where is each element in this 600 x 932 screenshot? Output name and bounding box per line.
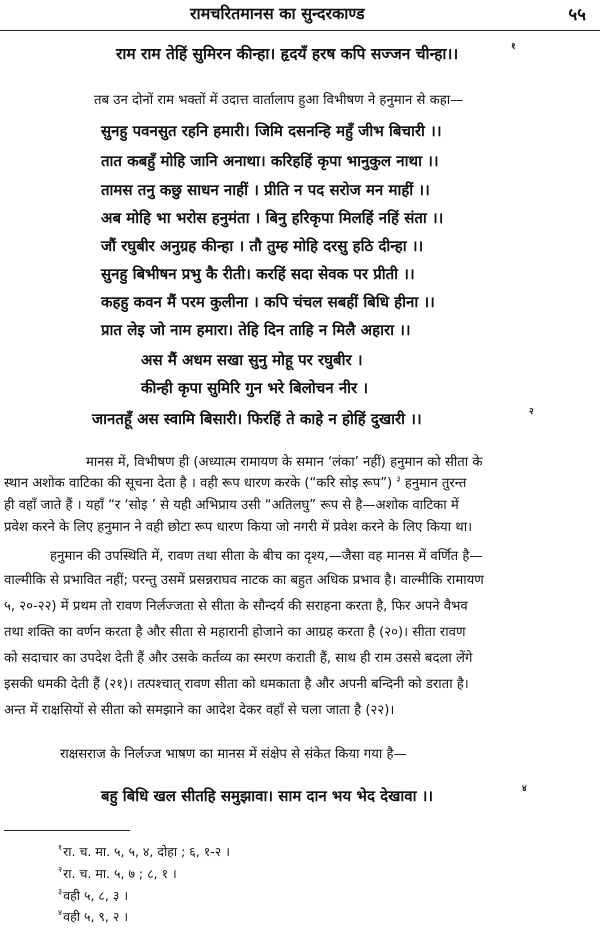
chaupai-line: अब मोहि भा भरोस हनुमंता । बिनु हरिकृपा मिलहिं नहिं संता ।। — [101, 209, 444, 227]
footnote: $^२$रा. च. मा. ५, ७ ; ८, १ । — [58, 865, 177, 881]
paragraph-line: ५, २०-२२) में प्रथम तो रावण निर्लज्जता से सीता के सौन्दर्य की सराहना करता है, फिर अपने वैभव — [4, 599, 468, 614]
paragraph-line: वाल्मीकि से प्रभावित नहीं; परन्तु उसमें प्रसन्नराघव नाटक का बहुत अधिक प्रभाव है। वाल्मीकि रामायण — [4, 573, 484, 588]
verse-line: बहु बिधि खल सीतहि समुझावा। साम दान भय भेद देखावा ।। — [101, 787, 434, 805]
paragraph-line: स्थान अशोक वाटिका की सूचना देता है । वही रूप धारण करके (“करि सोइ रूप”) $^३$ हनुमान तुरन्त — [4, 474, 467, 491]
doha-line: कीन्ही कृपा सुमिरि गुन भरे बिलोचन नीर । — [141, 379, 369, 397]
paragraph-line: अन्त में राक्षसियों से सीता को समझाने का आदेश देकर वहाँ से चला जाता है (२२)। — [4, 703, 395, 718]
chaupai-line: सुनहु पवनसुत रहनि हमारी। जिमि दसनन्हि महुँ जीभ बिचारी ।। — [101, 122, 442, 140]
footnote-marker: ३ — [396, 474, 401, 484]
footnote-marker: १ — [511, 42, 516, 52]
footnote-marker: २ — [529, 407, 534, 417]
header-rule — [0, 30, 600, 31]
running-title: रामचरितमानस का सुन्दरकाण्ड — [190, 4, 365, 23]
paragraph-line: इसकी धमकी देती हैं (२१)। तत्पश्चात् रावण सीता को धमकाता है और अपनी बन्दिनी को डराता है। — [4, 677, 469, 692]
footnote: $^३$वही ५, ८, ३ । — [58, 887, 129, 903]
chaupai-line: तामस तनु कछु साधन नाहीं । प्रीति न पद सरोज मन माहीं ।। — [101, 181, 430, 199]
page-header — [0, 2, 600, 28]
paragraph-line: ही वहाँ जाते हैं । यहाँ “र ‘सोइ ’ से यही अभिप्राय उसी “अतिलघु” रूप से है—अशोक वाटिका में — [4, 498, 459, 513]
chaupai-line: कहहु कवन मैं परम कुलीना । कपि चंचल सबहीं बिधि हीना ।। — [101, 293, 435, 311]
chaupai-line: तात कबहुँ मोहि जानि अनाथा। करिहहिं कृपा भानुकुल नाथा ।। — [101, 152, 439, 170]
chaupai-line: जौं रघुबीर अनुग्रह कीन्हा । तौ तुम्ह मोहि दरसु हठि दीन्हा ।। — [101, 237, 424, 255]
doha-line: अस मैं अधम सखा सुनु मोहू पर रघुबीर । — [141, 351, 363, 369]
footnote-rule — [4, 830, 130, 831]
paragraph-line: राक्षसराज के निर्लज्ज भाषण का मानस में संक्षेप से संकेत किया गया है— — [60, 747, 407, 762]
footnote-marker: ४ — [522, 784, 527, 794]
footnote: $^४$वही ५, ९, २ । — [58, 908, 129, 924]
intro-line: तब उन दोनों राम भक्तों में उदात्त वार्तालाप हुआ विभीषण ने हनुमान से कहा— — [94, 93, 464, 108]
chaupai-line: सुनहु बिभीषन प्रभु कै रीती। करहिं सदा सेवक पर प्रीती ।। — [101, 265, 415, 283]
chaupai-line: प्रात लेइ जो नाम हमारा। तेहि दिन ताहि न मिलै अहारा ।। — [101, 321, 411, 339]
paragraph-line: मानस में, विभीषण ही (अध्यात्म रामायण के समान ‘लंका’ नहीं) हनुमान को सीता के — [86, 455, 483, 470]
footnote: $^१$रा. च. मा. ५, ५, ४, दोहा ; ६, १-२ । — [58, 843, 230, 859]
page-number: ५५ — [568, 5, 586, 25]
paragraph-line: हनुमान की उपस्थिति में, रावण तथा सीता के बीच का दृश्य,—जैसा वह मानस में वर्णित है— — [50, 549, 483, 564]
paragraph-line: तथा शक्ति का वर्णन करता है और सीता से महारानी होजाने का आग्रह करता है (२०)। सीता रावण — [4, 625, 466, 640]
paragraph-line: को सदाचार का उपदेश देती हैं और उसके कर्तव्य का स्मरण कराती हैं, साथ ही राम उससे बदला लेंगे — [4, 651, 473, 666]
verse-line: राम राम तेहिं सुमिरन कीन्हा। हृदयँ हरष कपि सज्जन चीन्हा।। — [116, 45, 459, 63]
verse-line: जानतहूँ अस स्वामि बिसारी। फिरहिं ते काहे न होहिं दुखारी ।। — [92, 410, 422, 428]
paragraph-line: प्रवेश करने के लिए हनुमान ने वही छोटा रूप धारण किया जो नगरी में प्रवेश करने के लिए किया था। — [4, 520, 473, 535]
